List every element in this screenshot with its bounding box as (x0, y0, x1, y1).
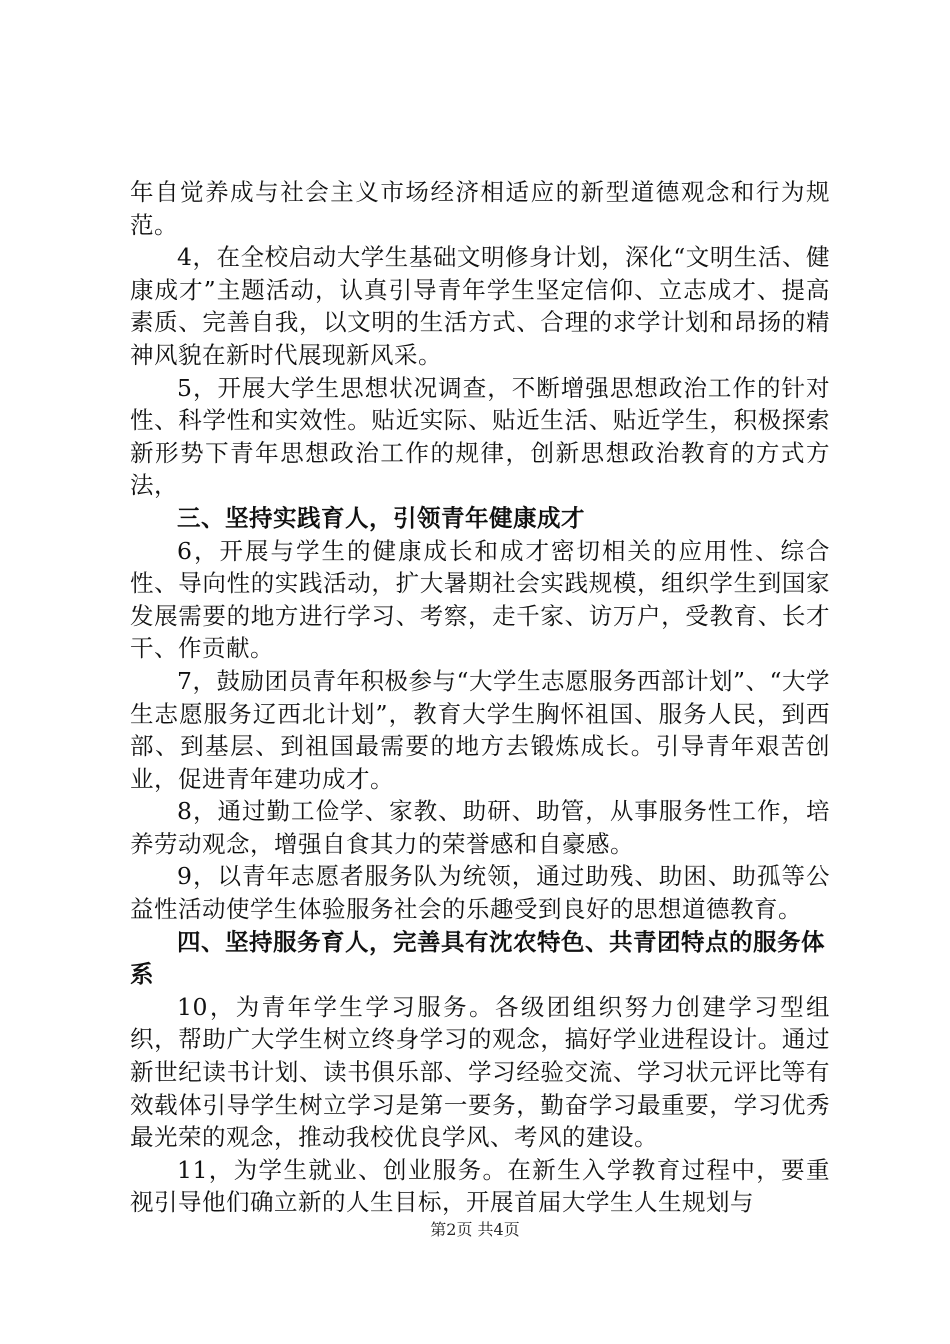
paragraph-item-10: 10，为青年学生学习服务。各级团组织努力创建学习型组织，帮助广大学生树立终身学习的观念，搞好学业进程设计。通过新世纪读书计划、读书俱乐部、学习经验交流、学习状元评比等有效载体引导学生树立学习是第一要务，勤奋学习最重要，学习优秀最光荣的观念，推动我校优良学风、考风的建设。 (130, 992, 830, 1152)
document-body (130, 176, 830, 1219)
paragraph-item-6: 6，开展与学生的健康成长和成才密切相关的应用性、综合性、导向性的实践活动，扩大暑期社会实践规模，组织学生到国家发展需要的地方进行学习、考察，走千家、访万户，受教育、长才干、作贡献。 (130, 536, 830, 663)
paragraph-item-8: 8，通过勤工俭学、家教、助研、助管，从事服务性工作，培养劳动观念，增强自食其力的荣誉感和自豪感。 (130, 797, 830, 858)
section-heading-4: 四、坚持服务育人，完善具有沈农特色、共青团特点的服务体系 (130, 927, 825, 989)
paragraph-item-7: 7，鼓励团员青年积极参与“大学生志愿服务西部计划”、“大学生志愿服务辽西北计划”，教育大学生胸怀祖国、服务人民，到西部、到基层、到祖国最需要的地方去锻炼成长。引导青年艰苦创业，促进青年建功成才。 (130, 666, 830, 793)
paragraph-item-4: 4，在全校启动大学生基础文明修身计划，深化“文明生活、健康成才”主题活动，认真引导青年学生坚定信仰、立志成才、提高素质、完善自我，以文明的生活方式、合理的求学计划和昂扬的精神风貌在新时代展现新风采。 (130, 243, 830, 369)
page-number-footer: 第2页 共4页 (430, 1220, 520, 1239)
paragraph-item-5: 5，开展大学生思想状况调查，不断增强思想政治工作的针对性、科学性和实效性。贴近实际、贴近生活、贴近学生，积极探索新形势下青年思想政治工作的规律，创新思想政治教育的方式方法， (130, 373, 830, 500)
paragraph-item-9: 9，以青年志愿者服务队为统领，通过助残、助困、助孤等公益性活动使学生体验服务社会的乐趣受到良好的思想道德教育。 (130, 862, 830, 924)
paragraph-continuation: 年自觉养成与社会主义市场经济相适应的新型道德观念和行为规范。 (130, 178, 830, 239)
section-heading-3: 三、坚持实践育人，引领青年健康成才 (177, 503, 585, 532)
paragraph-item-11: 11，为学生就业、创业服务。在新生入学教育过程中，要重视引导他们确立新的人生目标，开展首届大学生人生规划与 (130, 1155, 830, 1217)
